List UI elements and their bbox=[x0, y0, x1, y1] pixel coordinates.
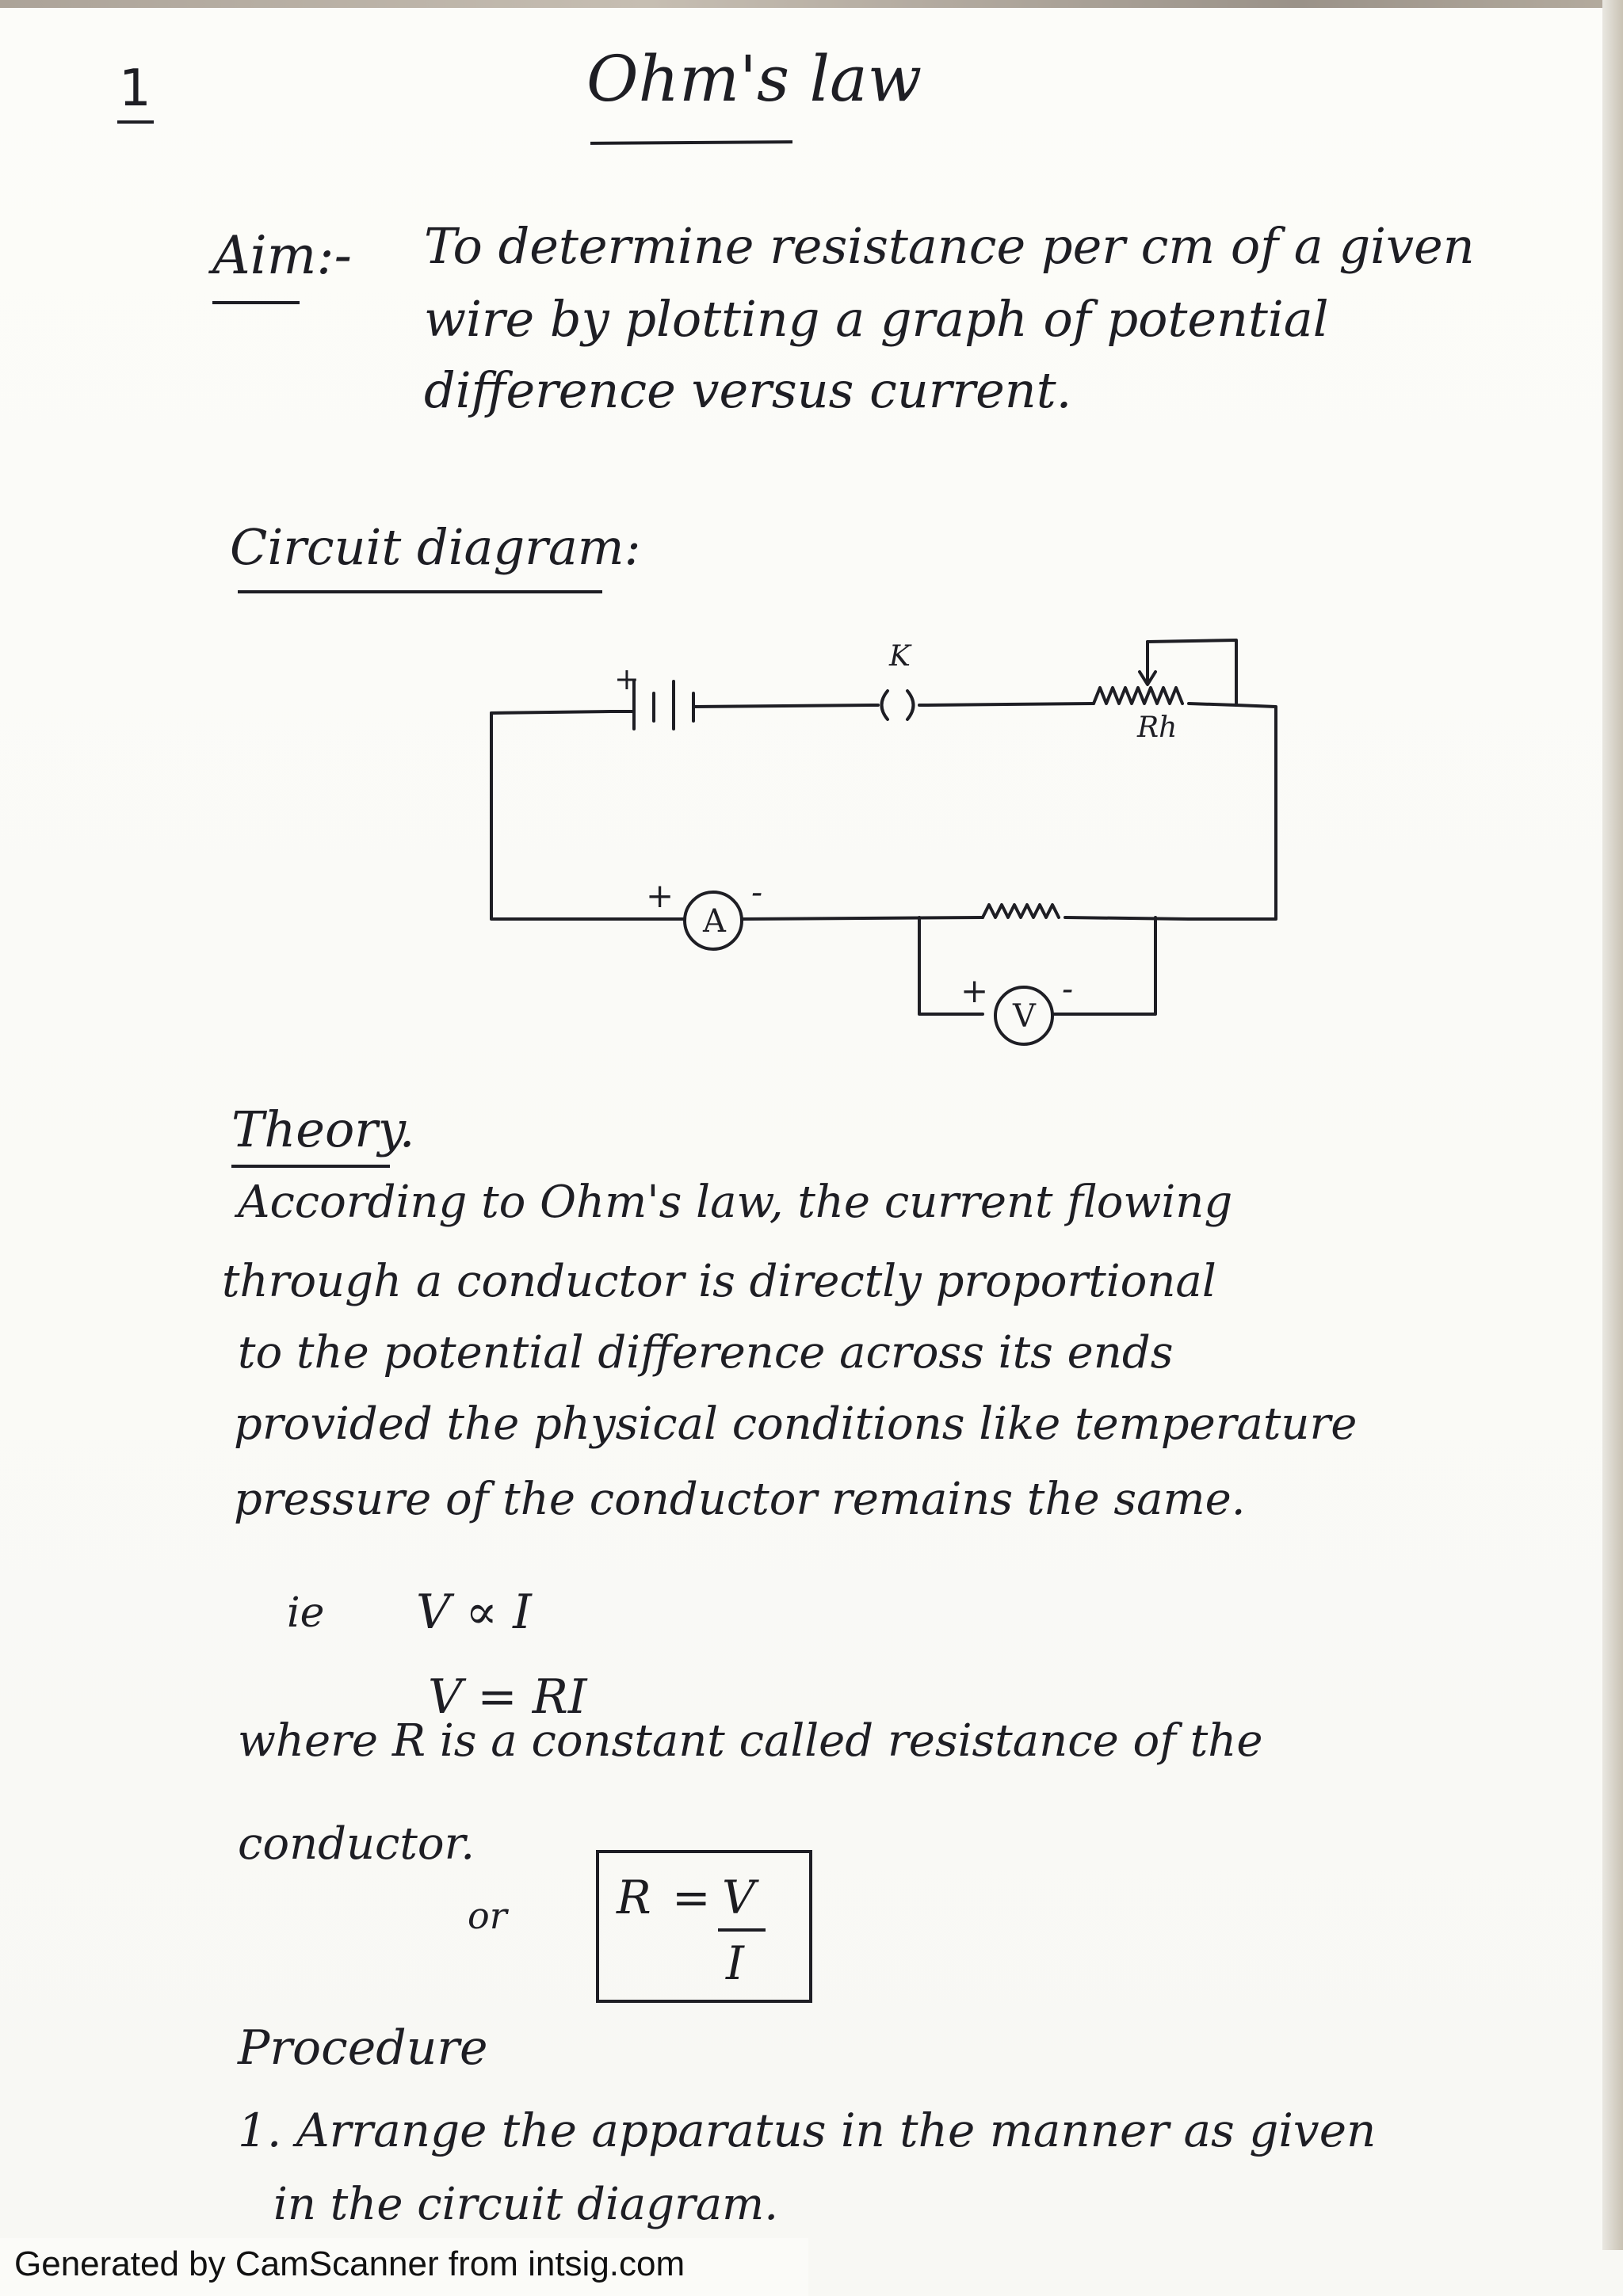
page-number: 1 bbox=[119, 59, 151, 118]
scan-edge-right bbox=[1602, 0, 1623, 2250]
theory-line-4: provided the physical conditions like temperature bbox=[234, 1398, 1358, 1450]
procedure-line-1: 1. Arrange the apparatus in the manner as given bbox=[238, 2103, 1377, 2157]
camscanner-footer: Generated by CamScanner from intsig.com bbox=[14, 2245, 685, 2283]
formula-equals: = bbox=[672, 1871, 711, 1924]
circuit-diagram bbox=[475, 618, 1347, 1062]
where-line-2: conductor. bbox=[238, 1818, 475, 1870]
voltmeter-plus-sign: + bbox=[960, 971, 989, 1010]
or-label: or bbox=[468, 1894, 507, 1937]
title-underline bbox=[590, 140, 792, 145]
boxed-formula bbox=[596, 1850, 812, 2003]
aim-line-3: difference versus current. bbox=[424, 361, 1072, 419]
circuit-label-underline bbox=[238, 590, 602, 593]
aim-underline bbox=[212, 301, 300, 304]
ammeter-minus-sign: - bbox=[751, 872, 763, 911]
aim-line-1: To determine resistance per cm of a given bbox=[424, 217, 1475, 275]
wire-right bbox=[1189, 705, 1276, 919]
ie-label: ie bbox=[287, 1589, 325, 1637]
theory-line-2: through a conductor is directly proportional bbox=[222, 1256, 1216, 1307]
ammeter-plus-sign: + bbox=[646, 876, 674, 915]
aim-line-2: wire by plotting a graph of potential bbox=[424, 290, 1329, 348]
scan-edge-top bbox=[0, 0, 1623, 8]
theory-line-1: According to Ohm's law, the current flowing bbox=[238, 1177, 1233, 1228]
ammeter-label: A bbox=[703, 903, 726, 940]
wire-battery-key bbox=[693, 705, 872, 707]
theory-line-5: pressure of the conductor remains the same. bbox=[234, 1474, 1246, 1525]
wire-key-rheostat bbox=[927, 704, 1094, 705]
voltmeter-minus-sign: - bbox=[1062, 969, 1074, 1008]
rheostat-label: Rh bbox=[1137, 711, 1178, 744]
procedure-line-2: in the circuit diagram. bbox=[273, 2179, 779, 2230]
page-number-underline bbox=[117, 120, 154, 124]
theory-underline bbox=[231, 1165, 390, 1168]
resistor-symbol bbox=[983, 905, 1059, 917]
wire-ammeter-resistor bbox=[742, 917, 983, 919]
battery-plus-sign: + bbox=[614, 662, 640, 696]
wire-resistor-right bbox=[1065, 917, 1189, 919]
procedure-label: Procedure bbox=[238, 2020, 488, 2076]
voltmeter-label: V bbox=[1013, 998, 1036, 1035]
key-label: K bbox=[889, 640, 911, 673]
formula-numerator: V bbox=[722, 1871, 755, 1924]
page-title: Ohm's law bbox=[586, 42, 922, 116]
theory-line-3: to the potential difference across its ends bbox=[238, 1327, 1174, 1379]
formula-fraction-bar bbox=[718, 1928, 766, 1932]
wire-left-top bbox=[491, 711, 610, 713]
theory-label: Theory. bbox=[231, 1100, 415, 1158]
aim-label: Aim:- bbox=[212, 225, 352, 286]
equation-proportional: V ∝ I bbox=[416, 1585, 532, 1640]
formula-lhs: R bbox=[617, 1871, 651, 1924]
where-line-1: where R is a constant called resistance of the bbox=[238, 1715, 1263, 1767]
key-symbol bbox=[872, 691, 927, 719]
equation-ohms-law: V = RI bbox=[428, 1669, 587, 1725]
rheostat-symbol bbox=[1094, 688, 1182, 704]
formula-denominator: I bbox=[726, 1936, 744, 1990]
circuit-diagram-label: Circuit diagram: bbox=[230, 518, 641, 576]
